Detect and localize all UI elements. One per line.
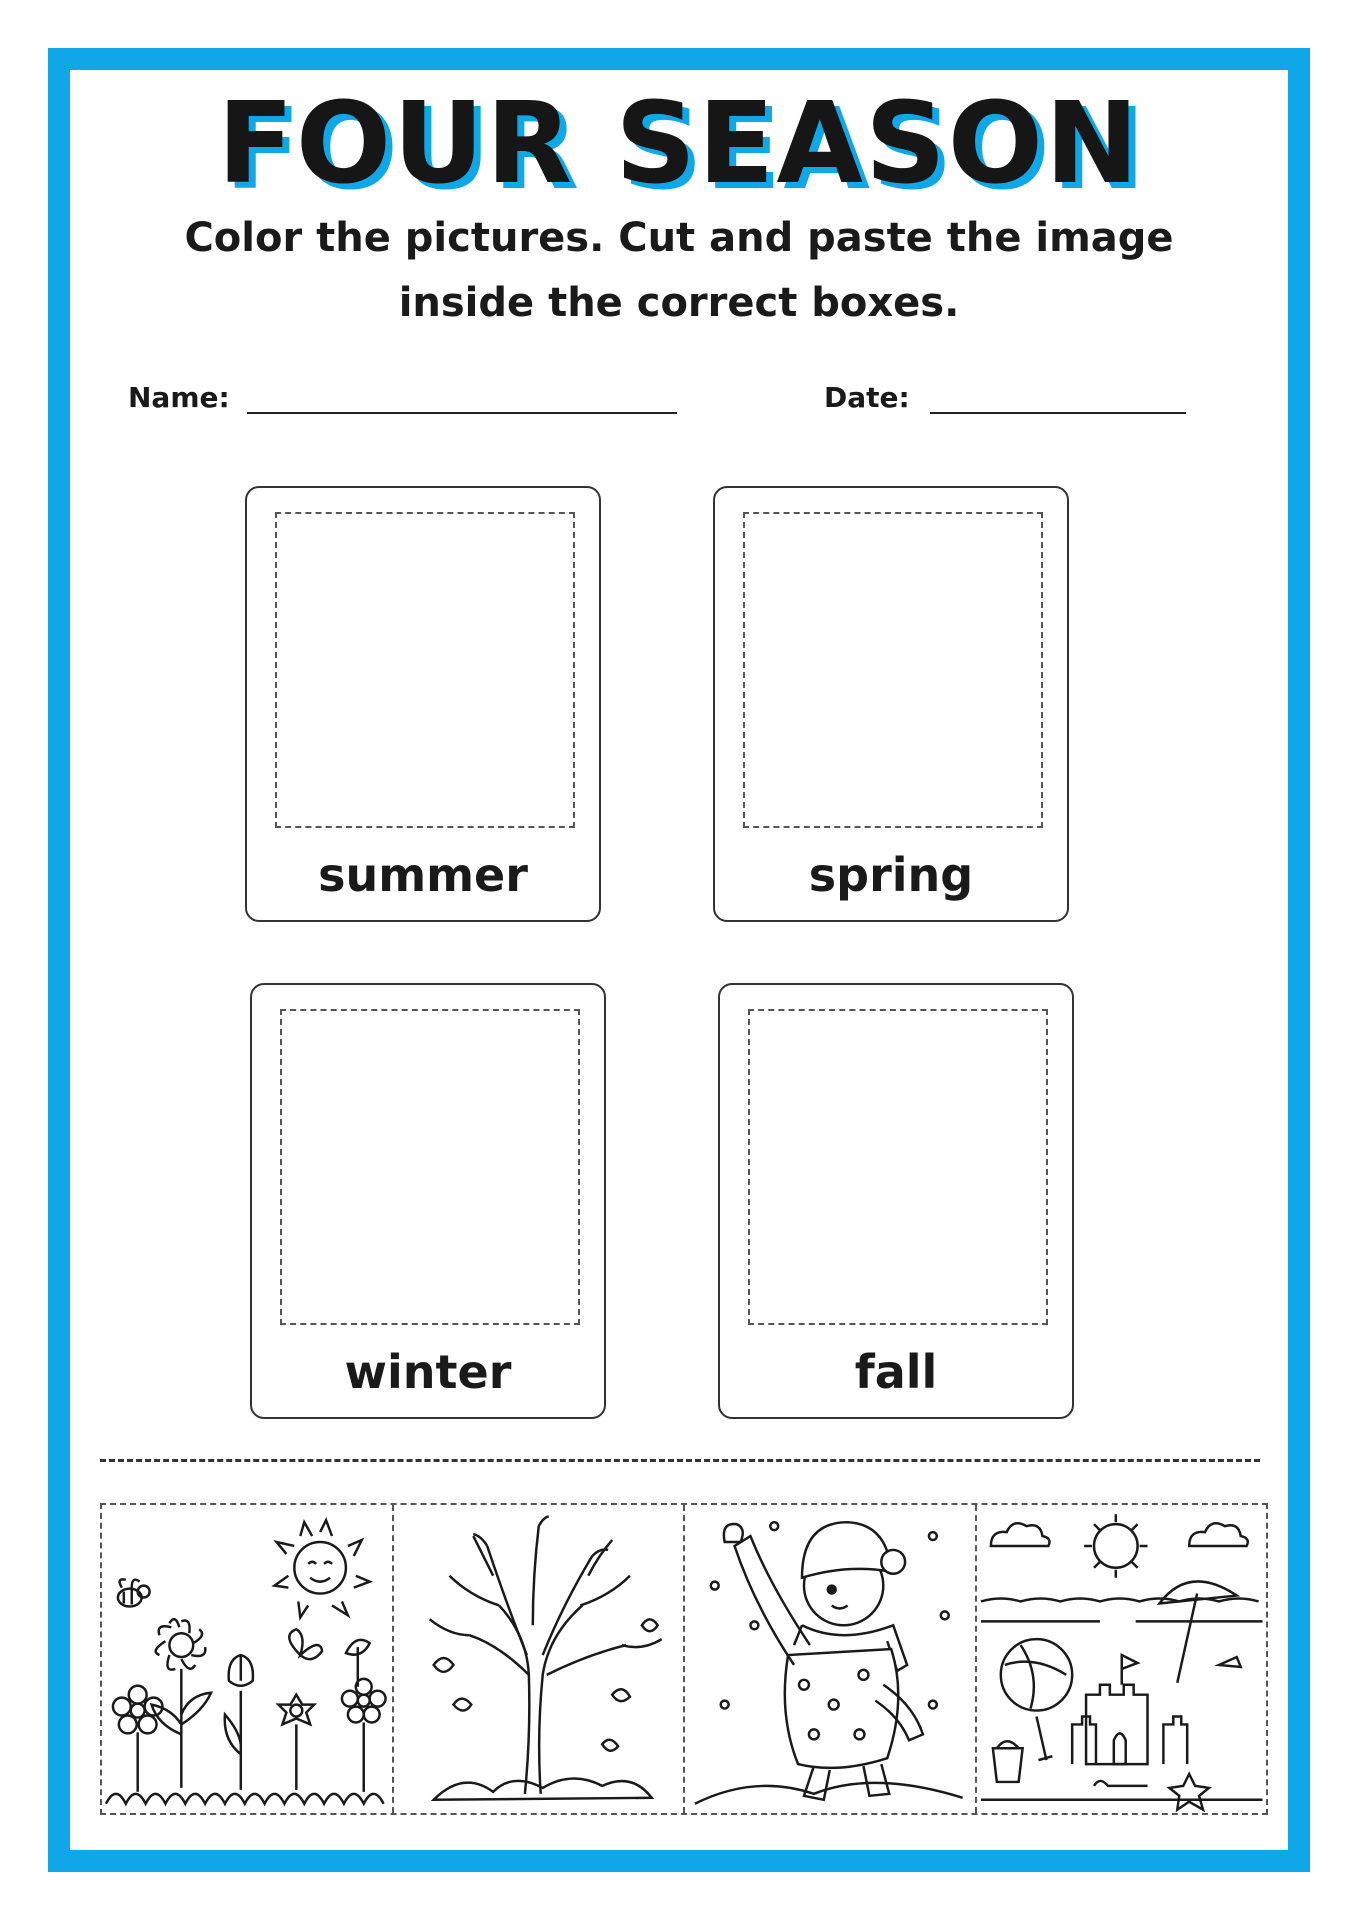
cut-line [100, 1459, 1260, 1462]
flower-icon [278, 1695, 314, 1790]
card-label-spring: spring [808, 848, 974, 902]
instructions-line-2: inside the correct boxes. [398, 280, 960, 326]
butterfly-icon [289, 1629, 322, 1659]
shovel-icon [1036, 1717, 1052, 1761]
grass-icon [106, 1794, 384, 1804]
winter-child-illustration [685, 1505, 975, 1813]
toy-icon [1093, 1781, 1147, 1786]
bucket-icon [992, 1741, 1022, 1782]
card-summer[interactable] [245, 486, 601, 922]
flower-icon [113, 1686, 163, 1792]
tulip-icon [225, 1655, 253, 1790]
child-icon [724, 1522, 923, 1800]
cutout-beach[interactable] [977, 1505, 1267, 1813]
paste-box-spring[interactable] [743, 512, 1043, 828]
leaf-icon [433, 1619, 657, 1750]
cloud-icon [990, 1523, 1247, 1546]
cutout-bare-tree[interactable] [394, 1505, 686, 1813]
date-label: Date: [824, 381, 910, 414]
leaf-pile-icon [433, 1778, 651, 1799]
card-winter[interactable] [250, 983, 606, 1419]
card-label-fall: fall [854, 1345, 938, 1399]
paste-box-fall[interactable] [748, 1009, 1048, 1325]
starfish-icon [1169, 1774, 1209, 1810]
bee-icon [118, 1579, 150, 1606]
spring-flowers-illustration [102, 1505, 392, 1813]
tree-icon [429, 1516, 661, 1794]
snow-ground-icon [695, 1783, 963, 1804]
card-spring[interactable] [713, 486, 1069, 922]
paste-box-summer[interactable] [275, 512, 575, 828]
cutout-winter-child[interactable] [685, 1505, 977, 1813]
paste-box-winter[interactable] [280, 1009, 580, 1325]
sun-icon [1084, 1514, 1147, 1577]
shell-icon [1218, 1657, 1240, 1667]
umbrella-icon [1159, 1581, 1236, 1682]
name-field[interactable] [247, 412, 677, 414]
sea-icon [980, 1599, 1258, 1602]
card-label-summer: summer [318, 848, 528, 902]
date-field[interactable] [930, 412, 1186, 414]
sandcastle-icon [1072, 1655, 1187, 1764]
beach-illustration [977, 1505, 1267, 1813]
instructions-line-1: Color the pictures. Cut and paste the image [184, 215, 1174, 261]
card-label-winter: winter [344, 1345, 512, 1399]
name-label: Name: [128, 381, 230, 414]
cutout-spring-flowers[interactable] [102, 1505, 394, 1813]
sunflower-icon [152, 1619, 211, 1788]
sun-icon [275, 1520, 370, 1617]
worksheet-title: FOUR SEASON [217, 79, 1141, 209]
flower-icon [342, 1679, 386, 1792]
cutout-strip [100, 1503, 1268, 1815]
card-fall[interactable] [718, 983, 1074, 1419]
ball-icon [1000, 1639, 1071, 1710]
bare-tree-illustration [394, 1505, 684, 1813]
